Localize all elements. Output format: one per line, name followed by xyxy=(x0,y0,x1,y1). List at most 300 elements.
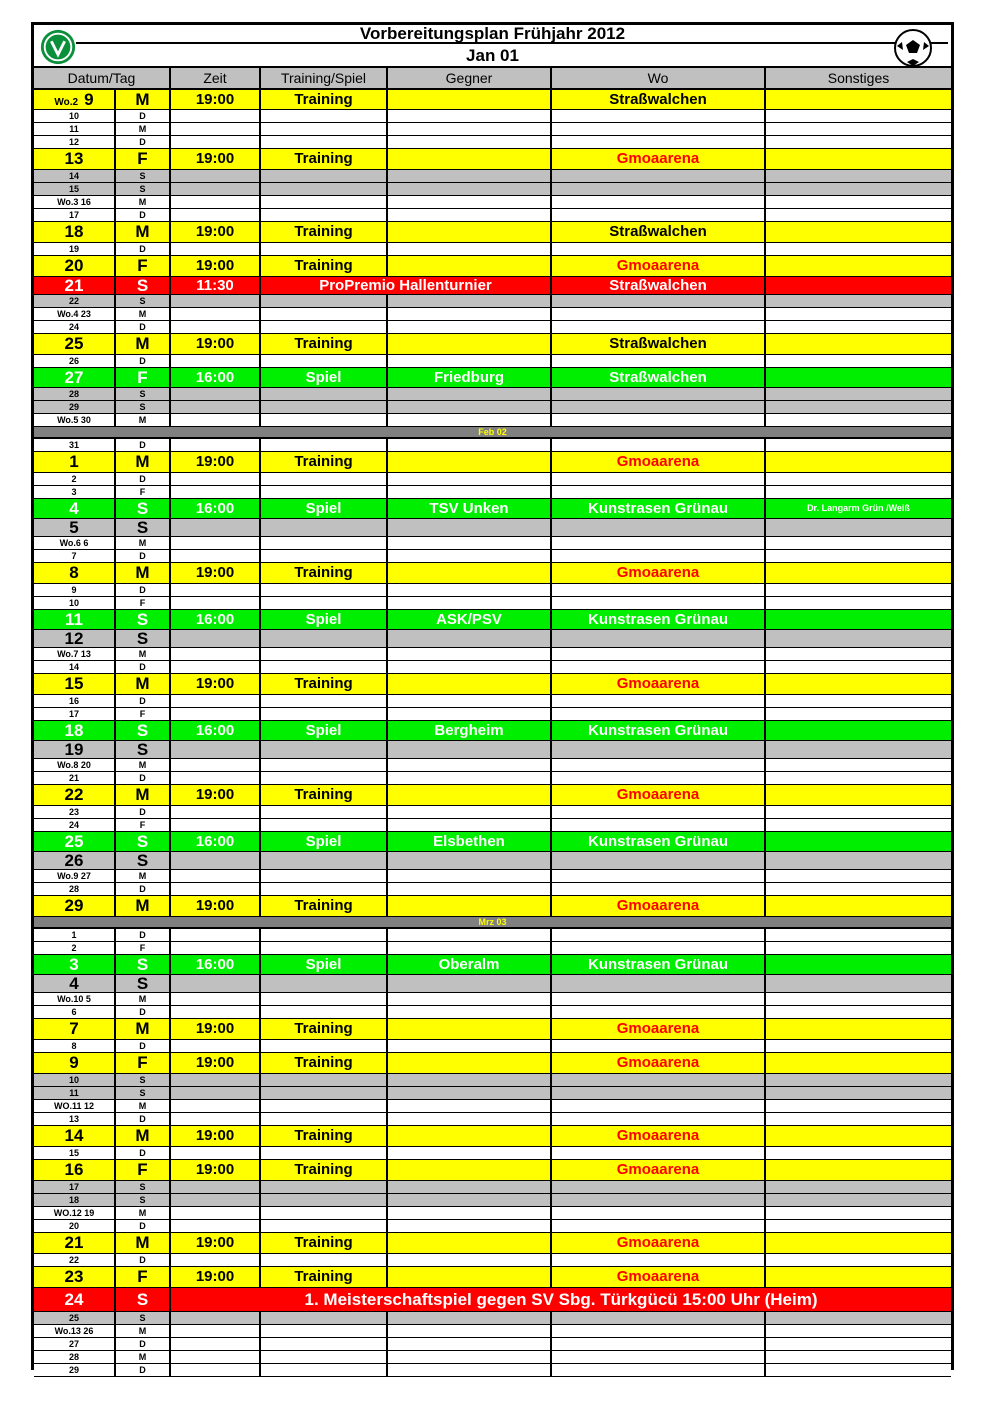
date-cell: 14 xyxy=(34,170,116,182)
month-divider xyxy=(34,427,951,439)
notes-cell xyxy=(766,1160,951,1180)
time-cell xyxy=(171,196,261,208)
activity-cell: Training xyxy=(261,452,388,472)
date-cell: Wo.8 20 xyxy=(34,759,116,771)
time-cell xyxy=(171,401,261,413)
date-cell: 24 xyxy=(34,321,116,333)
date-cell: 10 xyxy=(34,110,116,122)
date-cell: Wo.9 27 xyxy=(34,870,116,882)
location-cell xyxy=(552,929,766,941)
opponent-cell xyxy=(388,473,552,485)
notes-cell xyxy=(766,1364,951,1376)
table-row xyxy=(34,355,951,368)
weekday-cell: M xyxy=(116,90,171,109)
notes-cell xyxy=(766,1351,951,1363)
opponent-cell xyxy=(388,1351,552,1363)
date-cell: 24 xyxy=(34,819,116,831)
notes-cell xyxy=(766,648,951,660)
weekday-cell: D xyxy=(116,136,171,148)
activity-cell xyxy=(261,1220,388,1232)
weekday-cell: S xyxy=(116,975,171,992)
location-cell: Kunstrasen Grünau xyxy=(552,721,766,740)
activity-cell xyxy=(261,1181,388,1193)
weekday-cell: S xyxy=(116,1074,171,1086)
time-cell xyxy=(171,1325,261,1337)
date-cell: 2 xyxy=(34,942,116,954)
table-row xyxy=(34,295,951,308)
opponent-cell xyxy=(388,1113,552,1125)
notes-cell xyxy=(766,1147,951,1159)
table-row xyxy=(34,414,951,427)
activity-cell xyxy=(261,355,388,367)
weekday-cell: F xyxy=(116,368,171,387)
activity-cell xyxy=(261,486,388,498)
time-cell xyxy=(171,661,261,673)
notes-cell xyxy=(766,1254,951,1266)
notes-cell xyxy=(766,1181,951,1193)
opponent-cell xyxy=(388,1019,552,1039)
activity-cell xyxy=(261,695,388,707)
date-cell: 7 xyxy=(34,550,116,562)
activity-cell xyxy=(261,741,388,758)
date-cell: 15 xyxy=(34,183,116,195)
activity-cell xyxy=(261,1312,388,1324)
weekday-cell: M xyxy=(116,334,171,354)
location-cell: Kunstrasen Grünau xyxy=(552,955,766,974)
time-cell xyxy=(171,1364,261,1376)
location-cell: Kunstrasen Grünau xyxy=(552,832,766,851)
table-row xyxy=(34,975,951,993)
opponent-cell xyxy=(388,772,552,784)
weekday-cell: D xyxy=(116,1040,171,1052)
activity-cell xyxy=(261,630,388,647)
time-cell xyxy=(171,1147,261,1159)
location-cell xyxy=(552,110,766,122)
table-row xyxy=(34,896,951,917)
location-cell: Straßwalchen xyxy=(552,277,766,294)
table-row xyxy=(34,110,951,123)
table-row xyxy=(34,1087,951,1100)
time-cell: 16:00 xyxy=(171,832,261,851)
notes-cell xyxy=(766,929,951,941)
notes-cell xyxy=(766,183,951,195)
table-row xyxy=(34,1074,951,1087)
weekday-cell: M xyxy=(116,414,171,426)
activity-cell xyxy=(261,550,388,562)
date-cell: 12 xyxy=(34,136,116,148)
table-row xyxy=(34,1288,951,1312)
notes-cell xyxy=(766,321,951,333)
opponent-cell xyxy=(388,1160,552,1180)
opponent-cell xyxy=(388,1006,552,1018)
table-row xyxy=(34,870,951,883)
table-row xyxy=(34,1053,951,1074)
table-row xyxy=(34,1364,951,1377)
opponent-cell xyxy=(388,550,552,562)
notes-cell xyxy=(766,806,951,818)
location-cell: Straßwalchen xyxy=(552,90,766,109)
notes-cell xyxy=(766,473,951,485)
location-cell: Gmoaarena xyxy=(552,1160,766,1180)
activity-cell xyxy=(261,806,388,818)
time-cell xyxy=(171,209,261,221)
table-row xyxy=(34,537,951,550)
table-row xyxy=(34,806,951,819)
notes-cell xyxy=(766,149,951,169)
table-row xyxy=(34,883,951,896)
weekday-cell: F xyxy=(116,708,171,720)
weekday-cell: S xyxy=(116,170,171,182)
activity-cell xyxy=(261,439,388,451)
activity-cell xyxy=(261,196,388,208)
time-cell xyxy=(171,975,261,992)
weekday-cell: D xyxy=(116,1338,171,1350)
weekday-cell: M xyxy=(116,1019,171,1039)
weekday-cell: M xyxy=(116,308,171,320)
header-wo: Wo xyxy=(552,68,766,88)
opponent-cell xyxy=(388,1312,552,1324)
location-cell xyxy=(552,852,766,869)
time-cell xyxy=(171,1338,261,1350)
location-cell xyxy=(552,486,766,498)
weekday-cell: D xyxy=(116,550,171,562)
page-title: Vorbereitungsplan Frühjahr 2012 xyxy=(359,24,626,43)
weekday-cell: F xyxy=(116,256,171,276)
time-cell: 19:00 xyxy=(171,674,261,694)
table-row xyxy=(34,1351,951,1364)
time-cell xyxy=(171,883,261,895)
opponent-cell xyxy=(388,929,552,941)
location-cell xyxy=(552,630,766,647)
weekday-cell: M xyxy=(116,537,171,549)
opponent-cell: TSV Unken xyxy=(388,499,552,518)
notes-cell xyxy=(766,256,951,276)
location-cell: Gmoaarena xyxy=(552,1233,766,1253)
opponent-cell xyxy=(388,584,552,596)
time-cell: 19:00 xyxy=(171,563,261,583)
time-cell xyxy=(171,759,261,771)
opponent-cell: Oberalm xyxy=(388,955,552,974)
weekday-cell: S xyxy=(116,832,171,851)
notes-cell xyxy=(766,975,951,992)
date-cell: 2 xyxy=(34,473,116,485)
header-training-spiel: Training/Spiel xyxy=(261,68,388,88)
location-cell xyxy=(552,439,766,451)
activity-cell: Training xyxy=(261,563,388,583)
notes-cell xyxy=(766,610,951,629)
notes-cell xyxy=(766,537,951,549)
opponent-cell xyxy=(388,852,552,869)
date-cell: 20 xyxy=(34,1220,116,1232)
table-row xyxy=(34,942,951,955)
table-row xyxy=(34,772,951,785)
location-cell: Gmoaarena xyxy=(552,256,766,276)
date-cell: 17 xyxy=(34,209,116,221)
opponent-cell xyxy=(388,170,552,182)
time-cell xyxy=(171,550,261,562)
activity-cell xyxy=(261,1113,388,1125)
notes-cell xyxy=(766,563,951,583)
weekday-cell: M xyxy=(116,1351,171,1363)
table-row xyxy=(34,196,951,209)
table-row xyxy=(34,1207,951,1220)
opponent-cell xyxy=(388,708,552,720)
time-cell xyxy=(171,1207,261,1219)
date-cell: 18 xyxy=(34,222,116,242)
time-cell xyxy=(171,1040,261,1052)
date-cell: 27 xyxy=(34,368,116,387)
schedule-sheet xyxy=(31,22,954,1375)
opponent-cell xyxy=(388,308,552,320)
time-cell xyxy=(171,110,261,122)
activity-cell xyxy=(261,1074,388,1086)
time-cell xyxy=(171,1087,261,1099)
notes-cell xyxy=(766,222,951,242)
location-cell xyxy=(552,136,766,148)
date-cell: 20 xyxy=(34,256,116,276)
weekday-cell: D xyxy=(116,584,171,596)
date-cell: 4 xyxy=(34,499,116,518)
table-row xyxy=(34,1220,951,1233)
activity-cell: Training xyxy=(261,149,388,169)
date-cell: 27 xyxy=(34,1338,116,1350)
notes-cell xyxy=(766,388,951,400)
activity-cell xyxy=(261,883,388,895)
date-number: 9 xyxy=(84,90,94,109)
table-row xyxy=(34,630,951,648)
opponent-cell xyxy=(388,256,552,276)
time-cell: 19:00 xyxy=(171,785,261,805)
activity-cell: Training xyxy=(261,222,388,242)
date-cell: 1 xyxy=(34,929,116,941)
location-cell xyxy=(552,741,766,758)
activity-cell xyxy=(261,321,388,333)
time-cell xyxy=(171,630,261,647)
notes-cell xyxy=(766,1006,951,1018)
time-cell xyxy=(171,388,261,400)
location-cell xyxy=(552,1087,766,1099)
opponent-cell xyxy=(388,674,552,694)
location-cell xyxy=(552,759,766,771)
date-cell: WO.12 19 xyxy=(34,1207,116,1219)
location-cell xyxy=(552,550,766,562)
table-row xyxy=(34,550,951,563)
time-cell: 16:00 xyxy=(171,955,261,974)
time-cell: 19:00 xyxy=(171,1019,261,1039)
time-cell xyxy=(171,295,261,307)
activity-cell xyxy=(261,401,388,413)
date-cell: Wo.5 30 xyxy=(34,414,116,426)
location-cell: Kunstrasen Grünau xyxy=(552,499,766,518)
table-row xyxy=(34,674,951,695)
time-cell: 19:00 xyxy=(171,1160,261,1180)
activity-cell xyxy=(261,870,388,882)
activity-cell xyxy=(261,123,388,135)
notes-cell xyxy=(766,896,951,916)
notes-cell xyxy=(766,1100,951,1112)
notes-cell xyxy=(766,277,951,294)
notes-cell xyxy=(766,1113,951,1125)
time-cell xyxy=(171,473,261,485)
opponent-cell: ASK/PSV xyxy=(388,610,552,629)
activity-cell: Training xyxy=(261,1233,388,1253)
weekday-cell: D xyxy=(116,806,171,818)
opponent-cell xyxy=(388,222,552,242)
table-row xyxy=(34,1040,951,1053)
opponent-cell: Elsbethen xyxy=(388,832,552,851)
header-gegner: Gegner xyxy=(388,68,552,88)
table-row xyxy=(34,1194,951,1207)
notes-cell xyxy=(766,136,951,148)
time-cell: 19:00 xyxy=(171,1126,261,1146)
opponent-cell xyxy=(388,563,552,583)
date-cell: Wo.7 13 xyxy=(34,648,116,660)
activity-cell xyxy=(261,852,388,869)
activity-cell: Training xyxy=(261,334,388,354)
notes-cell xyxy=(766,1053,951,1073)
time-cell: 19:00 xyxy=(171,256,261,276)
weekday-cell: S xyxy=(116,1288,171,1311)
opponent-cell xyxy=(388,183,552,195)
activity-cell: Training xyxy=(261,1019,388,1039)
time-cell xyxy=(171,772,261,784)
weekday-cell: M xyxy=(116,563,171,583)
table-row xyxy=(34,256,951,277)
weekday-cell: S xyxy=(116,295,171,307)
location-cell xyxy=(552,196,766,208)
location-cell: Straßwalchen xyxy=(552,368,766,387)
notes-cell xyxy=(766,368,951,387)
weekday-cell: S xyxy=(116,277,171,294)
opponent-cell xyxy=(388,110,552,122)
notes-cell xyxy=(766,486,951,498)
opponent-cell xyxy=(388,519,552,536)
location-cell xyxy=(552,584,766,596)
weekday-cell: S xyxy=(116,401,171,413)
location-cell: Gmoaarena xyxy=(552,896,766,916)
weekday-cell: S xyxy=(116,499,171,518)
time-cell: 19:00 xyxy=(171,1267,261,1287)
table-row xyxy=(34,334,951,355)
notes-cell xyxy=(766,993,951,1005)
date-cell: 16 xyxy=(34,1160,116,1180)
table-row xyxy=(34,721,951,741)
notes-cell xyxy=(766,1126,951,1146)
notes-cell xyxy=(766,295,951,307)
event-banner: 1. Meisterschaftspiel gegen SV Sbg. Türkgücü 15:00 Uhr (Heim) xyxy=(304,1290,818,1309)
table-row xyxy=(34,819,951,832)
table-row xyxy=(34,563,951,584)
date-cell: 19 xyxy=(34,243,116,255)
time-cell xyxy=(171,708,261,720)
weekday-cell: D xyxy=(116,1113,171,1125)
date-cell: 17 xyxy=(34,708,116,720)
activity-cell xyxy=(261,597,388,609)
location-cell: Gmoaarena xyxy=(552,674,766,694)
notes-cell xyxy=(766,1233,951,1253)
table-row xyxy=(34,759,951,772)
date-cell: 18 xyxy=(34,1194,116,1206)
activity-cell xyxy=(261,519,388,536)
table-row xyxy=(34,452,951,473)
notes-cell xyxy=(766,1194,951,1206)
location-cell xyxy=(552,308,766,320)
opponent-cell xyxy=(388,630,552,647)
month-divider xyxy=(34,917,951,929)
activity-cell xyxy=(261,209,388,221)
activity-cell xyxy=(261,136,388,148)
time-cell: 16:00 xyxy=(171,368,261,387)
activity-cell xyxy=(261,661,388,673)
table-row xyxy=(34,1100,951,1113)
date-cell: 11 xyxy=(34,123,116,135)
location-cell xyxy=(552,295,766,307)
location-cell xyxy=(552,648,766,660)
table-row xyxy=(34,1325,951,1338)
location-cell xyxy=(552,942,766,954)
location-cell xyxy=(552,1006,766,1018)
notes-cell xyxy=(766,1220,951,1232)
activity-cell xyxy=(261,170,388,182)
location-cell xyxy=(552,209,766,221)
table-row xyxy=(34,149,951,170)
soccer-ball-icon xyxy=(893,28,933,68)
activity-cell xyxy=(261,648,388,660)
notes-cell xyxy=(766,519,951,536)
weekday-cell: S xyxy=(116,1194,171,1206)
month-label: Mrz 03 xyxy=(478,917,507,927)
table-row xyxy=(34,1126,951,1147)
notes-cell xyxy=(766,1040,951,1052)
weekday-cell: D xyxy=(116,929,171,941)
weekday-cell: M xyxy=(116,896,171,916)
location-cell xyxy=(552,993,766,1005)
time-cell xyxy=(171,1312,261,1324)
date-cell: 28 xyxy=(34,1351,116,1363)
notes-cell xyxy=(766,170,951,182)
notes-cell xyxy=(766,741,951,758)
date-cell: 15 xyxy=(34,1147,116,1159)
notes-cell xyxy=(766,695,951,707)
table-row xyxy=(34,785,951,806)
opponent-cell xyxy=(388,334,552,354)
opponent-cell xyxy=(388,1220,552,1232)
time-cell xyxy=(171,308,261,320)
date-cell: 18 xyxy=(34,721,116,740)
activity-cell: Spiel xyxy=(261,955,388,974)
date-cell: 26 xyxy=(34,852,116,869)
notes-cell xyxy=(766,772,951,784)
time-cell: 11:30 xyxy=(171,277,261,294)
time-cell xyxy=(171,852,261,869)
notes-cell xyxy=(766,630,951,647)
activity-cell xyxy=(261,1087,388,1099)
date-cell: 25 xyxy=(34,1312,116,1324)
date-cell: 25 xyxy=(34,334,116,354)
opponent-cell xyxy=(388,243,552,255)
table-row xyxy=(34,852,951,870)
location-cell xyxy=(552,1312,766,1324)
location-cell xyxy=(552,708,766,720)
table-row xyxy=(34,1338,951,1351)
table-row xyxy=(34,170,951,183)
notes-cell xyxy=(766,1207,951,1219)
table-row xyxy=(34,321,951,334)
location-cell xyxy=(552,1147,766,1159)
activity-cell xyxy=(261,1254,388,1266)
table-row xyxy=(34,1267,951,1288)
date-cell: WO.11 12 xyxy=(34,1100,116,1112)
